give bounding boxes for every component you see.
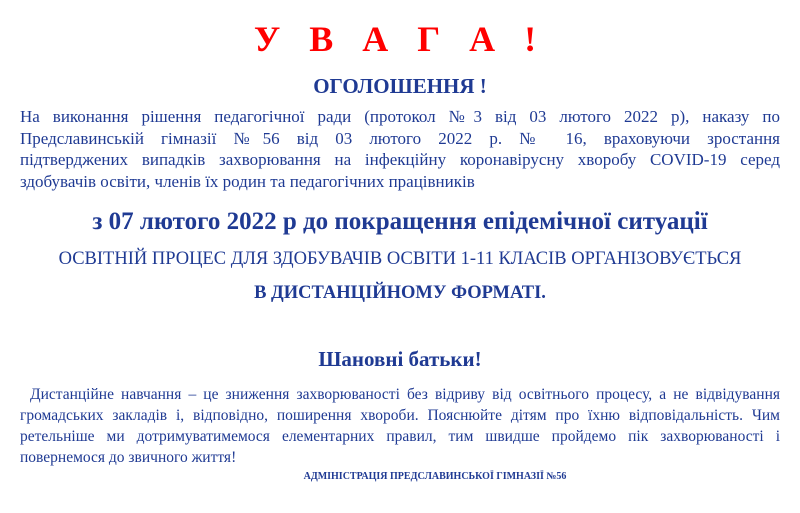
- parents-line: Дистанційне навчання – це зниження захворюваності без відриву від освітнього процесу, а не відвідування: [30, 386, 780, 403]
- parents-line: повернемося до звичного життя!: [20, 449, 237, 466]
- announcement-title: У В А Г А !: [253, 19, 547, 59]
- intro-paragraph: [20, 106, 780, 192]
- parents-line: громадських закладів і, відповідно, поширення хвороби. Пояснюйте дітям про їхню відповідальність. Чим: [20, 407, 780, 424]
- intro-line: Предславинській гімназії №56 від 03 лютого 2022 р. № 16, враховуючи зростання: [20, 128, 780, 148]
- signature: АДМІНІСТРАЦІЯ ПРЕДСЛАВИНСЬКОЇ ГІМНАЗІЇ №56: [303, 471, 567, 482]
- parents-heading: Шановні батьки!: [318, 347, 482, 371]
- process-statement: ОСВІТНІЙ ПРОЦЕС ДЛЯ ЗДОБУВАЧІВ ОСВІТИ 1-11 КЛАСІВ ОРГАНІЗОВУЄТЬСЯ: [58, 249, 742, 269]
- format-statement: В ДИСТАНЦІЙНОМУ ФОРМАТІ.: [254, 283, 546, 303]
- parents-line: ретельніше ми дотримуватимемося елементарних правил, тим швидше пройдемо пік захворюваності і: [20, 428, 780, 445]
- intro-line: підтверджених випадків захворювання на інфекційну коронавірусну хворобу COVID-19 серед: [20, 150, 780, 169]
- announcement-subtitle: ОГОЛОШЕННЯ !: [313, 74, 487, 98]
- intro-line: На виконання рішення педагогічної ради (протокол №3 від 03 лютого 2022 р), наказу по: [20, 107, 780, 126]
- intro-line: здобувачів освіти, членів їх родин та педагогічних працівників: [20, 171, 475, 191]
- date-heading: з 07 лютого 2022 р до покращення епідемічної ситуації: [92, 208, 708, 235]
- parents-paragraph: [20, 384, 780, 468]
